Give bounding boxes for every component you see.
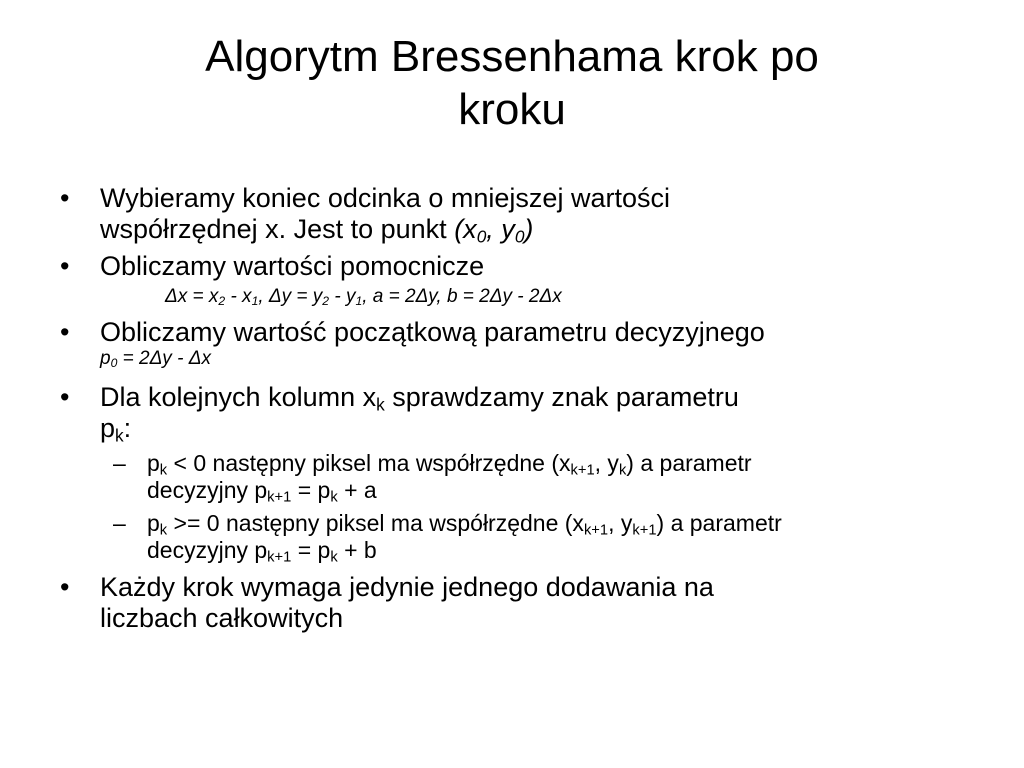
math-text: , Δy = y xyxy=(258,286,323,307)
subscript: k+1 xyxy=(632,522,657,539)
sub-text: ) a parametr xyxy=(656,510,782,536)
bullet-text-line: Obliczamy wartości pomocnicze xyxy=(100,251,485,281)
slide-content xyxy=(0,183,1000,640)
sub-text: = p xyxy=(291,537,331,563)
bullet-text-line: liczbach całkowitych xyxy=(100,603,344,633)
bullet-initial-parameter xyxy=(0,317,1000,370)
sub-text: , y xyxy=(608,510,633,536)
dash-marker: – xyxy=(113,450,126,476)
math-text: (x xyxy=(454,214,477,244)
subscript: k xyxy=(376,394,385,415)
bullet-text: : xyxy=(123,413,132,443)
bullet-marker: • xyxy=(60,183,70,213)
bullet-single-addition xyxy=(0,572,1000,634)
subscript: k xyxy=(618,462,627,479)
subscript: k+1 xyxy=(267,489,292,506)
sub-bullet-text-line xyxy=(147,537,1000,564)
bullet-marker: • xyxy=(60,382,70,412)
sub-text: p xyxy=(147,450,160,476)
bullet-text: p xyxy=(100,413,116,443)
subscript: 1 xyxy=(355,294,363,309)
title-line-2: kroku xyxy=(458,85,566,134)
subscript: k xyxy=(115,425,124,446)
subscript: 2 xyxy=(218,294,226,309)
sub-bullet-text-line xyxy=(147,477,1000,504)
subscript: 0 xyxy=(476,226,487,247)
helper-values-formula xyxy=(0,285,1000,309)
subscript: 0 xyxy=(514,226,525,247)
bullet-choose-endpoint xyxy=(0,183,1000,245)
math-text: = 2Δy - Δx xyxy=(117,348,211,369)
sub-bullet-negative-case xyxy=(0,450,1000,504)
start-point xyxy=(454,214,534,247)
slide-title xyxy=(60,30,964,136)
bullet-text: współrzędnej x. Jest to punkt xyxy=(100,214,455,244)
bullet-marker: • xyxy=(60,317,70,347)
subscript: k xyxy=(159,462,168,479)
initial-parameter-formula xyxy=(100,348,1000,370)
bullet-text-line: Obliczamy wartość początkową parametru decyzyjnego xyxy=(100,317,765,347)
bullet-column-check xyxy=(0,382,1000,444)
sub-bullet-text-line xyxy=(147,450,1000,477)
bullet-marker: • xyxy=(60,251,70,281)
bullet-text-line xyxy=(100,382,1000,413)
subscript: k+1 xyxy=(570,462,595,479)
math-text: , a = 2Δy, b = 2Δy - 2Δx xyxy=(362,286,562,307)
subscript: k+1 xyxy=(583,522,609,539)
subscript: k xyxy=(159,522,168,539)
subscript: k xyxy=(330,489,338,506)
title-line-1: Algorytm Bressenhama krok po xyxy=(205,32,819,81)
math-text: Δx = x xyxy=(165,286,219,307)
sub-text: ) a parametr xyxy=(626,450,752,476)
math-text: , y xyxy=(486,214,515,244)
math-text: - x xyxy=(225,286,252,307)
bullet-text-line xyxy=(100,214,1000,245)
math-text: ) xyxy=(524,214,534,244)
sub-text: = p xyxy=(291,477,331,503)
bullet-text: sprawdzamy znak parametru xyxy=(384,382,739,412)
bullet-text-line xyxy=(100,413,1000,444)
sub-bullet-nonnegative-case xyxy=(0,510,1000,564)
bullet-text: Dla kolejnych kolumn x xyxy=(100,382,377,412)
sub-text: < 0 następny piksel ma współrzędne (x xyxy=(167,450,571,476)
subscript: 0 xyxy=(110,356,118,371)
subscript: 2 xyxy=(322,294,330,309)
bullet-text-line: Każdy krok wymaga jedynie jednego dodawania na xyxy=(100,572,714,602)
subscript: 1 xyxy=(251,294,259,309)
sub-text: + b xyxy=(337,537,377,563)
sub-bullet-text-line xyxy=(147,510,1000,537)
sub-text: , y xyxy=(594,450,619,476)
subscript: k xyxy=(330,549,338,566)
bullet-helper-values xyxy=(0,251,1000,282)
math-text: - y xyxy=(329,286,356,307)
math-text: p xyxy=(100,348,111,369)
subscript: k+1 xyxy=(267,549,292,566)
bullet-marker: • xyxy=(60,572,70,602)
sub-text: >= 0 następny piksel ma współrzędne (x xyxy=(167,510,584,536)
sub-text: decyzyjny p xyxy=(147,537,268,563)
sub-text: decyzyjny p xyxy=(147,477,268,503)
dash-marker: – xyxy=(113,510,126,536)
sub-text: + a xyxy=(337,477,377,503)
bullet-text-line: Wybieramy koniec odcinka o mniejszej wartości xyxy=(100,183,670,213)
sub-text: p xyxy=(147,510,160,536)
